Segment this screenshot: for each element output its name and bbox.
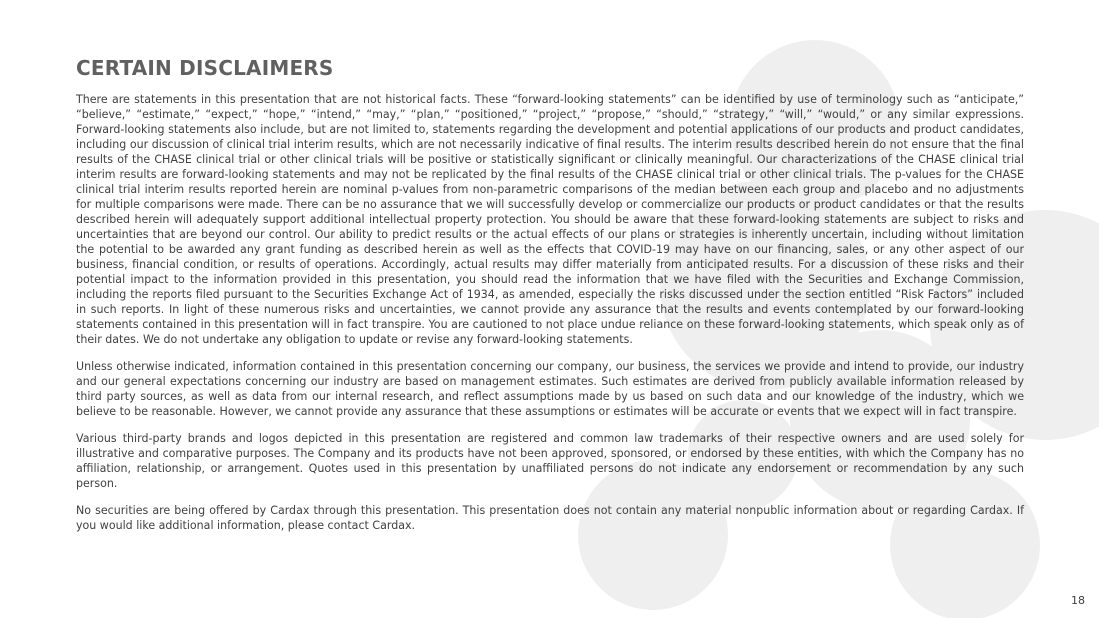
paragraph-securities: No securities are being offered by Cardax through this presentation. This presentation does not contain any material nonpublic information about or regarding Cardax. If you would like additional information, please contact Cardax. bbox=[76, 504, 1024, 532]
paragraph-forward-looking: There are statements in this presentation that are not historical facts. These “forward-looking statements” can be identified by use of terminology such as “anticipate,” “believe,” “estimate,” “expect,” “hope,” “intend,” “may,” “plan,” “positioned,” “project,” “propose,” “should,” “strategy,” “will,” “would,” or any similar expressions. Forward-looking statements also include, but are not limited to, statements regarding the development and potential applications of our products and product candidates, including our discussion of clinical trial interim results, which are not necessarily indicative of final results. The interim results described herein do not ensure that the final results of the CHASE clinical trial or other clinical trials will be positive or statistically significant or clinically meaningful. Our characterizations of the CHASE clinical trial interim results are forward-looking statements and may not be replicated by the final results of the CHASE clinical trial or other clinical trials. The p-values for the CHASE clinical trial interim results reported herein are nominal p-values from non-parametric comparisons of the median between each group and placebo and no adjustments for multiple comparisons were made. There can be no assurance that we will successfully develop or commercialize our products or product candidates or that the results described herein will adequately support additional intellectual property protection. You should be aware that these forward-looking statements are subject to risks and uncertainties that are beyond our control. Our ability to predict results or the actual effects of our plans or strategies is inherently uncertain, including without limitation the potential to be awarded any grant funding as described herein as well as the effects that COVID-19 may have on our financing, sales, or any other aspect of our business, financial condition, or results of operations. Accordingly, actual results may differ materially from anticipated results. For a discussion of these risks and their potential impact to the information provided in this presentation, you should read the information that we have filed with the Securities and Exchange Commission, including the reports filed pursuant to the Securities Exchange Act of 1934, as amended, especially the risks discussed under the section entitled “Risk Factors” included in such reports. In light of these numerous risks and uncertainties, we cannot provide any assurance that the results and events contemplated by our forward-looking statements contained in this presentation will in fact transpire. You are cautioned to not place undue reliance on these forward-looking statements, which speak only as of their dates. We do not undertake any obligation to update or revise any forward-looking statements. bbox=[76, 93, 1024, 346]
paragraph-estimates: Unless otherwise indicated, information contained in this presentation concerning our company, our business, the services we provide and intend to provide, our industry and our general expectations concerning our industry are based on management estimates. Such estimates are derived from publicly available information released by third party sources, as well as data from our internal research, and reflect assumptions made by us based on such data and our knowledge of the industry, which we believe to be reasonable. However, we cannot provide any assurance that these assumptions or estimates will be accurate or events that we expect will in fact transpire. bbox=[76, 360, 1024, 418]
disclaimer-body bbox=[76, 92, 1024, 545]
paragraph-trademarks: Various third-party brands and logos depicted in this presentation are registered and common law trademarks of their respective owners and are used solely for illustrative and comparative purposes. The Company and its products have not been approved, sponsored, or endorsed by these entities, with which the Company has no affiliation, relationship, or arrangement. Quotes used in this presentation by unaffiliated persons do not indicate any endorsement or recommendation by any such person. bbox=[76, 432, 1024, 490]
page-number: 18 bbox=[1071, 594, 1085, 607]
slide-title: CERTAIN DISCLAIMERS bbox=[76, 56, 334, 80]
